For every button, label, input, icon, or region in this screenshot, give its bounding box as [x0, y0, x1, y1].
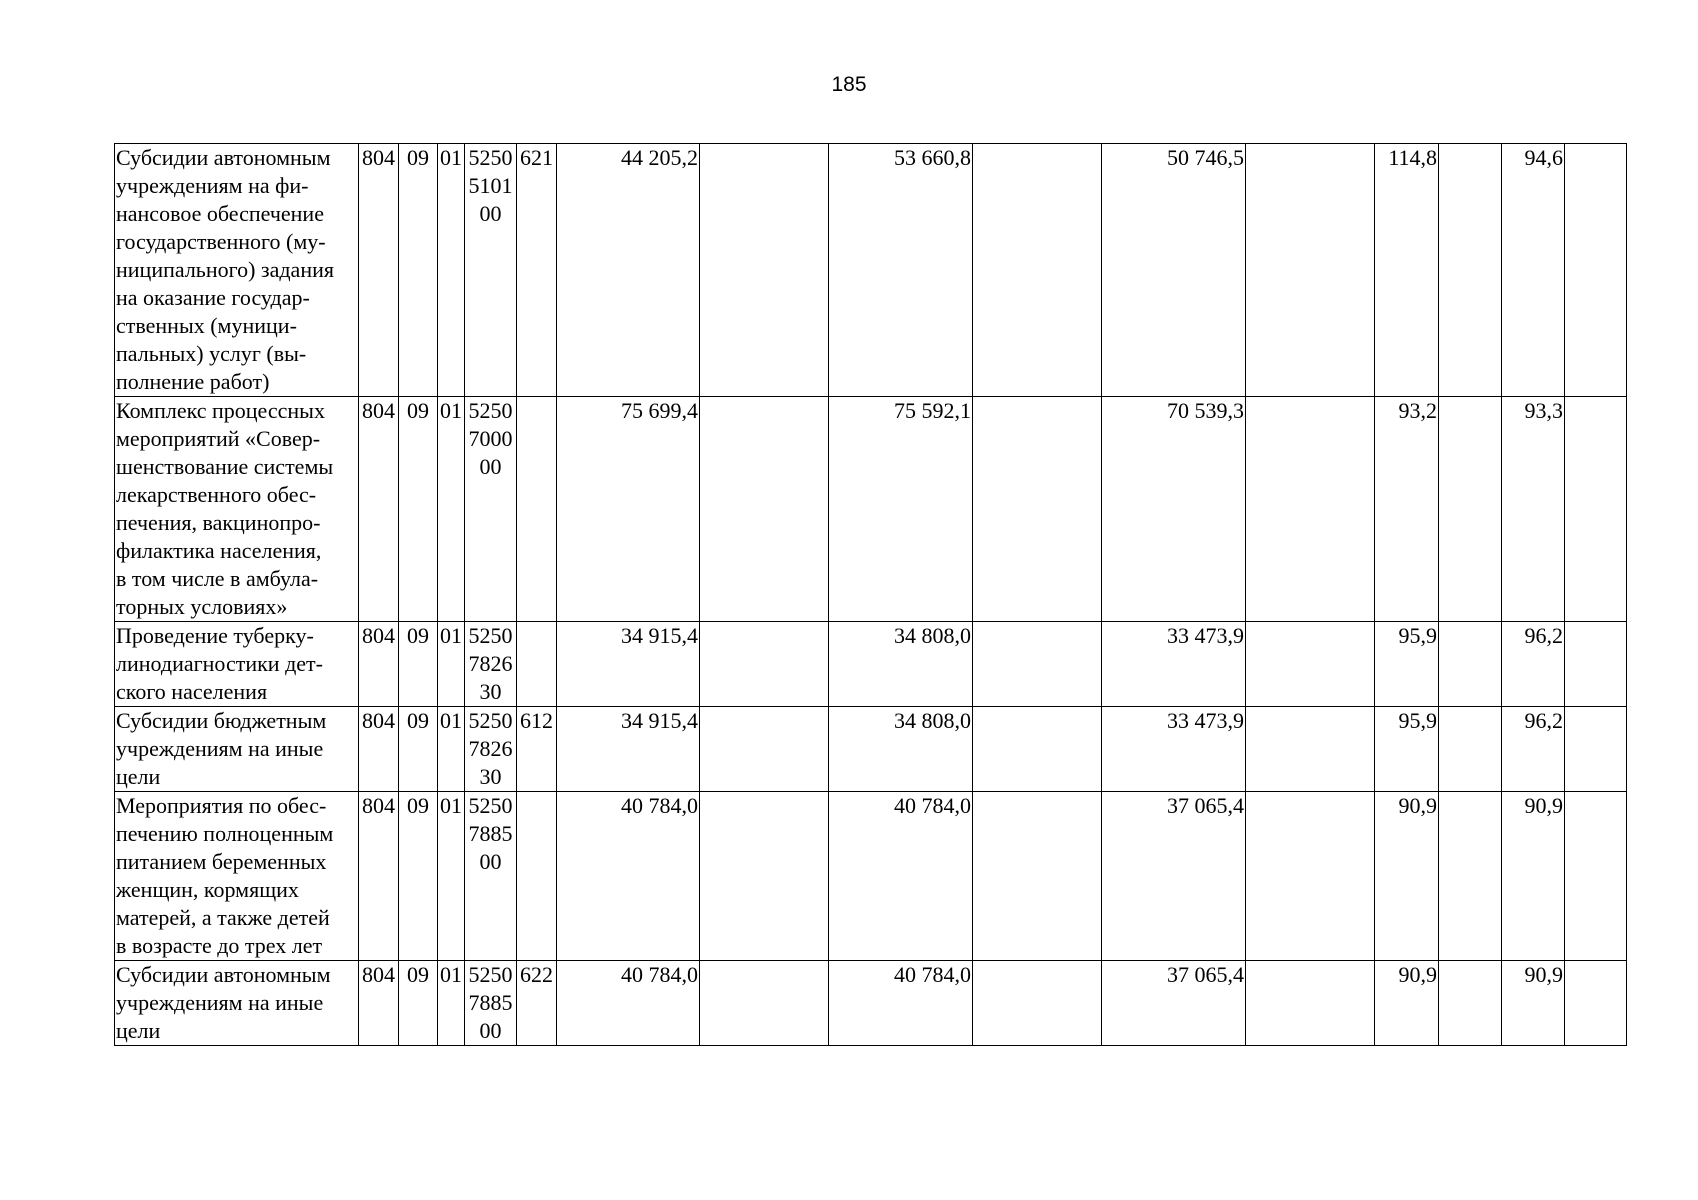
target-code-line: 7885 — [468, 990, 513, 1015]
item-name-line: полнение работ) — [116, 369, 270, 394]
empty-cell — [973, 397, 1102, 622]
item-name-line: лекарственного обес- — [116, 482, 317, 507]
item-name-line: печению полноценным — [116, 821, 334, 846]
expense-type-code — [517, 397, 557, 622]
empty-cell — [1565, 707, 1627, 792]
percent-2: 93,3 — [1502, 397, 1565, 622]
empty-cell — [1246, 792, 1375, 961]
item-name-line: учреждениям на иные — [116, 736, 324, 761]
item-name-line: учреждениям на иные — [116, 990, 324, 1015]
table-row — [115, 792, 1627, 961]
item-name-line: в возрасте до трех лет — [116, 933, 323, 958]
percent-2: 96,2 — [1502, 622, 1565, 707]
percent-1: 95,9 — [1375, 707, 1439, 792]
item-name-line: Мероприятия по обес- — [116, 793, 327, 818]
ministry-code: 804 — [359, 397, 399, 622]
amount-2: 40 784,0 — [829, 961, 973, 1046]
target-item-code — [465, 792, 517, 961]
empty-cell — [973, 792, 1102, 961]
item-name-line: питанием беременных — [116, 849, 327, 874]
item-name-line: Субсидии автономным — [116, 145, 331, 170]
amount-2: 40 784,0 — [829, 792, 973, 961]
empty-cell — [1246, 144, 1375, 397]
table-row — [115, 144, 1627, 397]
target-code-line: 7826 — [468, 651, 513, 676]
empty-cell — [700, 397, 829, 622]
table-row — [115, 961, 1627, 1046]
ministry-code: 804 — [359, 622, 399, 707]
section-code: 09 — [399, 792, 438, 961]
subsection-code: 01 — [438, 144, 465, 397]
target-code-line: 7826 — [468, 736, 513, 761]
ministry-code: 804 — [359, 961, 399, 1046]
empty-cell — [973, 707, 1102, 792]
item-name-line: цели — [116, 764, 161, 789]
item-name-line: нансовое обеспечение — [116, 201, 324, 226]
amount-3: 37 065,4 — [1102, 792, 1246, 961]
amount-1: 40 784,0 — [557, 792, 700, 961]
amount-1: 40 784,0 — [557, 961, 700, 1046]
item-name-line: ниципального) задания — [116, 257, 334, 282]
target-code-line: 00 — [479, 849, 502, 874]
section-code: 09 — [399, 707, 438, 792]
target-item-code — [465, 707, 517, 792]
subsection-code: 01 — [438, 622, 465, 707]
percent-1: 93,2 — [1375, 397, 1439, 622]
target-code-line: 00 — [479, 1018, 502, 1043]
amount-1: 34 915,4 — [557, 707, 700, 792]
amount-2: 34 808,0 — [829, 707, 973, 792]
item-name-line: Субсидии автономным — [116, 962, 331, 987]
empty-cell — [1565, 961, 1627, 1046]
target-item-code — [465, 961, 517, 1046]
empty-cell — [700, 144, 829, 397]
amount-3: 33 473,9 — [1102, 622, 1246, 707]
target-code-line: 30 — [479, 679, 502, 704]
amount-3: 70 539,3 — [1102, 397, 1246, 622]
item-name-line: филактика населения, — [116, 538, 322, 563]
item-name-line: на оказание государ- — [116, 285, 310, 310]
empty-cell — [973, 961, 1102, 1046]
target-code-line: 5101 — [468, 173, 513, 198]
empty-cell — [1246, 397, 1375, 622]
item-name-line: пальных) услуг (вы- — [116, 341, 307, 366]
percent-1: 90,9 — [1375, 792, 1439, 961]
empty-cell — [1439, 397, 1502, 622]
item-name-line: Комплекс процессных — [116, 398, 325, 423]
target-code-line: 00 — [479, 454, 502, 479]
item-name-line: шенствование системы — [116, 454, 334, 479]
empty-cell — [700, 792, 829, 961]
item-name-line: матерей, а также детей — [116, 905, 330, 930]
empty-cell — [1565, 792, 1627, 961]
target-item-code — [465, 622, 517, 707]
empty-cell — [1439, 707, 1502, 792]
percent-1: 114,8 — [1375, 144, 1439, 397]
item-name-cell — [115, 792, 359, 961]
target-code-line: 5250 — [468, 962, 513, 987]
empty-cell — [1439, 961, 1502, 1046]
percent-2: 90,9 — [1502, 792, 1565, 961]
item-name-cell — [115, 622, 359, 707]
empty-cell — [1565, 144, 1627, 397]
target-code-line: 00 — [479, 201, 502, 226]
empty-cell — [1439, 622, 1502, 707]
ministry-code: 804 — [359, 707, 399, 792]
empty-cell — [1246, 622, 1375, 707]
item-name-cell — [115, 961, 359, 1046]
item-name-line: в том числе в амбула- — [116, 566, 319, 591]
item-name-line: Субсидии бюджетным — [116, 708, 327, 733]
subsection-code: 01 — [438, 792, 465, 961]
percent-2: 90,9 — [1502, 961, 1565, 1046]
expense-type-code — [517, 622, 557, 707]
ministry-code: 804 — [359, 144, 399, 397]
percent-1: 90,9 — [1375, 961, 1439, 1046]
item-name-line: цели — [116, 1018, 161, 1043]
item-name-cell — [115, 397, 359, 622]
expense-type-code — [517, 792, 557, 961]
empty-cell — [973, 144, 1102, 397]
section-code: 09 — [399, 961, 438, 1046]
item-name-line: государственного (му- — [116, 229, 326, 254]
amount-1: 44 205,2 — [557, 144, 700, 397]
item-name-line: Проведение туберку- — [116, 623, 314, 648]
target-code-line: 7000 — [468, 426, 513, 451]
target-item-code — [465, 397, 517, 622]
empty-cell — [973, 622, 1102, 707]
item-name-line: ского населения — [116, 679, 268, 704]
item-name-line: линодиагностики дет- — [116, 651, 323, 676]
item-name-cell — [115, 707, 359, 792]
empty-cell — [700, 961, 829, 1046]
target-code-line: 5250 — [468, 793, 513, 818]
target-item-code — [465, 144, 517, 397]
expense-type-code: 612 — [517, 707, 557, 792]
empty-cell — [1565, 397, 1627, 622]
budget-table — [114, 143, 1627, 1046]
section-code: 09 — [399, 144, 438, 397]
amount-2: 34 808,0 — [829, 622, 973, 707]
expense-type-code: 622 — [517, 961, 557, 1046]
target-code-line: 5250 — [468, 398, 513, 423]
item-name-line: учреждениям на фи- — [116, 173, 309, 198]
percent-1: 95,9 — [1375, 622, 1439, 707]
empty-cell — [1439, 792, 1502, 961]
section-code: 09 — [399, 397, 438, 622]
percent-2: 96,2 — [1502, 707, 1565, 792]
target-code-line: 5250 — [468, 623, 513, 648]
amount-1: 34 915,4 — [557, 622, 700, 707]
target-code-line: 5250 — [468, 708, 513, 733]
expense-type-code: 621 — [517, 144, 557, 397]
item-name-line: печения, вакцинопро- — [116, 510, 321, 535]
target-code-line: 5250 — [468, 145, 513, 170]
page-number: 185 — [831, 73, 867, 96]
percent-2: 94,6 — [1502, 144, 1565, 397]
item-name-line: мероприятий «Совер- — [116, 426, 321, 451]
ministry-code: 804 — [359, 792, 399, 961]
empty-cell — [1246, 707, 1375, 792]
amount-2: 53 660,8 — [829, 144, 973, 397]
amount-1: 75 699,4 — [557, 397, 700, 622]
section-code: 09 — [399, 622, 438, 707]
item-name-line: ственных (муници- — [116, 313, 297, 338]
subsection-code: 01 — [438, 961, 465, 1046]
amount-2: 75 592,1 — [829, 397, 973, 622]
target-code-line: 7885 — [468, 821, 513, 846]
subsection-code: 01 — [438, 397, 465, 622]
item-name-line: торных условиях» — [116, 594, 288, 619]
empty-cell — [1565, 622, 1627, 707]
empty-cell — [1439, 144, 1502, 397]
subsection-code: 01 — [438, 707, 465, 792]
amount-3: 37 065,4 — [1102, 961, 1246, 1046]
table-row — [115, 707, 1627, 792]
empty-cell — [1246, 961, 1375, 1046]
amount-3: 50 746,5 — [1102, 144, 1246, 397]
empty-cell — [700, 622, 829, 707]
table-row — [115, 622, 1627, 707]
empty-cell — [700, 707, 829, 792]
item-name-line: женщин, кормящих — [116, 877, 299, 902]
amount-3: 33 473,9 — [1102, 707, 1246, 792]
item-name-cell — [115, 144, 359, 397]
target-code-line: 30 — [479, 764, 502, 789]
table-row — [115, 397, 1627, 622]
